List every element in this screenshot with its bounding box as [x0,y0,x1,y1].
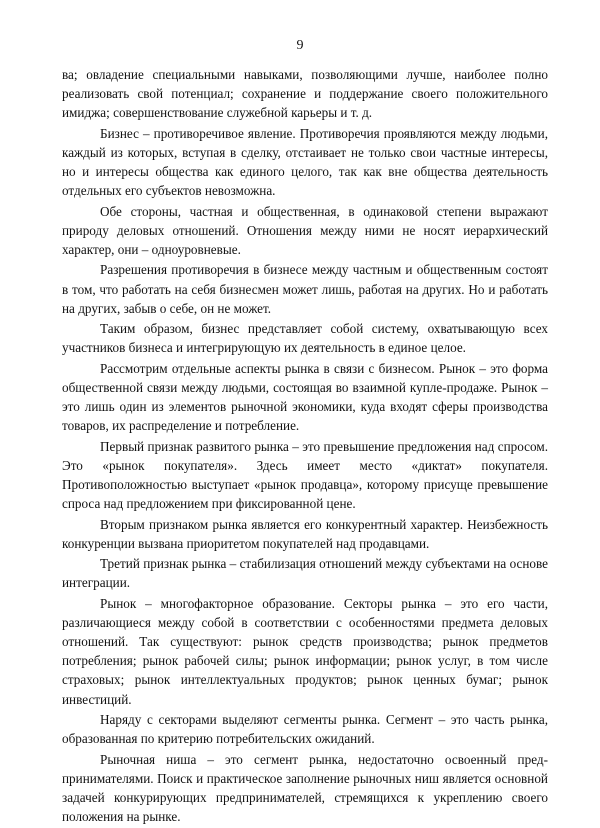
paragraph-system: Таким образом, бизнес представляет собой систему, охватывающую всех участников бизнеса и интегрирующую их деятельность в единое целое. [62,321,548,356]
page-number: 9 [296,38,304,53]
paragraph-business-contradiction: Бизнес – противоречивое явление. Противоречия проявляются между людьми, каждый из которых, вступая в сделку, отстаивает не только свои частные интересы, но и интересы общества как единого целого, так как вне общества деятельность отдельных его субъектов невозможна. [62,125,548,199]
paragraph-market-niche: Рыночная ниша – это сегмент рынка, недостаточно освоенный предпринимателями. Поиск и практическое заполнение рыночных ниш является основной задачей конкурирующих предпринимателей, стремящихся к укреплению своего положения на рынке. [62,751,548,825]
paragraph-both-sides: Обе стороны, частная и общественная, в одинаковой степени выражают природу деловых отношений. Отношения между ними не носят иерархический характер, они – одноуровневые. [62,203,548,257]
paragraph-market-sectors: Рынок – многофакторное образование. Секторы рынка – это его части, различающиеся между собой в соответствии с особенностями предмета деловых отношений. Так существуют: рынок средств производства; рынок предметов потребления; рынок рабочей силы; рынок информации; рынок услуг, в том числе страховых; рынок интеллектуальных продуктов; рынок ценных бумаг; рынок инвестиций. [62,596,548,707]
paragraph-market-aspects: Рассмотрим отдельные аспекты рынка в связи с бизнесом. Рынок – это форма общественной связи между людьми, состоящая во взаимной купле-продаже. Рынок – это лишь один из элементов рыночной экономики, куда входят сферы производства товаров, их распределение и потребление. [62,360,548,434]
paragraph-third-sign: Третий признак рынка – стабилизация отношений между субъектами на основе интеграции. [62,556,548,591]
paragraph-segments: Наряду с секторами выделяют сегменты рынка. Сегмент – это часть рынка, образованная по критерию потребительских ожиданий. [62,712,548,747]
paragraph-continuation: ва; овладение специальными навыками, позволяющими лучше, наиболее полно реализовать свой потенциал; сохранение и поддержание своего положительного имиджа; совершенствование служебной карьеры и т. д. [62,67,548,121]
paragraph-resolution: Разрешения противоречия в бизнесе между частным и общественным состоят в том, что работать на себя бизнесмен может лишь, работая на других. Но и работать на других, забыв о себе, он не может. [62,262,548,316]
paragraph-first-sign: Первый признак развитого рынка – это превышение предложения над спросом. Это «рынок покупателя». Здесь имеет место «диктат» покупателя. Противоположностью выступает «рынок продавца», которому присуще превышение спроса над предложением при фиксированной цене. [62,438,548,512]
body-text [62,65,548,828]
paragraph-second-sign: Вторым признаком рынка является его конкурентный характер. Неизбежность конкуренции вызвана приоритетом покупателей над продавцами. [62,516,548,551]
